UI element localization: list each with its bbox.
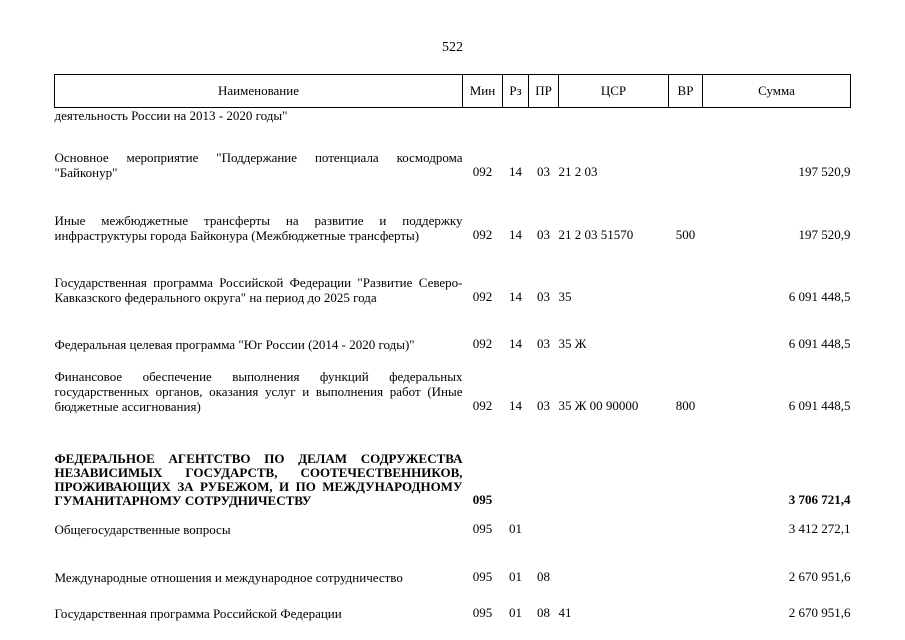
row-sum: 2 670 951,6 <box>788 604 851 620</box>
row-sum: 197 520,9 <box>798 226 851 242</box>
row-vr <box>669 414 703 508</box>
row-csr: 35 <box>558 288 572 304</box>
table-row <box>55 414 851 508</box>
table-row <box>55 243 851 305</box>
row-csr <box>559 508 669 537</box>
row-pr: 03 <box>537 163 550 179</box>
row-rz: 14 <box>509 226 522 242</box>
header-pr: ПР <box>529 75 559 108</box>
row-pr <box>529 108 559 128</box>
table-row <box>55 352 851 414</box>
row-rz: 01 <box>509 604 522 620</box>
row-sum: 197 520,9 <box>798 163 851 179</box>
row-min: 095 <box>472 491 493 507</box>
row-sum <box>703 108 851 128</box>
row-min <box>463 108 503 128</box>
row-rz: 14 <box>509 163 522 179</box>
row-name: Финансовое обеспечение выполнения функций федеральных государственных органов, оказания услуг и выполнения работ (Иные бюджетные ассигнования) <box>54 368 463 414</box>
row-vr <box>669 508 703 537</box>
row-vr <box>669 585 703 621</box>
row-vr <box>669 305 703 352</box>
header-min: Мин <box>463 75 503 108</box>
row-min: 095 <box>472 604 493 620</box>
header-csr: ЦСР <box>559 75 669 108</box>
table-row <box>55 585 851 621</box>
row-vr <box>669 108 703 128</box>
row-pr: 08 <box>537 568 550 584</box>
row-sum: 3 412 272,1 <box>788 520 851 536</box>
row-name: Международные отношения и международное сотрудничество <box>54 569 403 585</box>
row-pr: 03 <box>537 226 550 242</box>
row-pr <box>529 508 559 537</box>
row-csr: 21 2 03 <box>558 163 598 179</box>
row-csr: 35 Ж 00 90000 <box>558 397 639 413</box>
header-vr: ВР <box>669 75 703 108</box>
table-row <box>55 508 851 537</box>
row-name: Федеральная целевая программа "Юг России (2014 - 2020 годы)" <box>54 336 415 352</box>
table-row <box>55 128 851 180</box>
row-name: ФЕДЕРАЛЬНОЕ АГЕНТСТВО ПО ДЕЛАМ СОДРУЖЕСТВА НЕЗАВИСИМЫХ ГОСУДАРСТВ, СООТЕЧЕСТВЕННИКОВ, ПРОЖИВАЮЩИХ ЗА РУБЕЖОМ, И ПО МЕЖДУНАРОДНОМУ ГУМАНИТАРНОМУ СОТРУДНИЧЕСТВУ <box>54 450 463 508</box>
row-sum: 2 670 951,6 <box>788 568 851 584</box>
row-vr <box>669 128 703 180</box>
row-csr: 35 Ж <box>558 335 587 351</box>
table-row <box>55 305 851 352</box>
row-csr: 21 2 03 51570 <box>558 226 634 242</box>
row-rz: 14 <box>509 397 522 413</box>
row-name: Государственная программа Российской Федерации <box>54 605 342 621</box>
row-rz: 01 <box>509 520 522 536</box>
row-min: 092 <box>472 397 493 413</box>
row-min: 092 <box>472 335 493 351</box>
row-min: 092 <box>472 163 493 179</box>
row-min: 095 <box>472 520 493 536</box>
row-rz: 14 <box>509 288 522 304</box>
table-row <box>55 537 851 585</box>
row-csr <box>559 108 669 128</box>
row-pr: 03 <box>537 288 550 304</box>
row-sum: 3 706 721,4 <box>788 491 851 507</box>
row-rz <box>503 108 529 128</box>
row-vr <box>669 243 703 305</box>
row-rz: 14 <box>509 335 522 351</box>
header-rz: Рз <box>503 75 529 108</box>
row-name: Основное мероприятие "Поддержание потенциала космодрома "Байконур" <box>54 149 463 180</box>
row-pr: 03 <box>537 335 550 351</box>
row-pr: 08 <box>537 604 550 620</box>
row-rz <box>503 414 529 508</box>
row-pr: 03 <box>537 397 550 413</box>
page-number: 522 <box>442 40 463 55</box>
row-sum: 6 091 448,5 <box>788 397 851 413</box>
header-sum: Сумма <box>703 75 851 108</box>
row-name: деятельность России на 2013 - 2020 годы" <box>54 108 288 123</box>
row-name: Государственная программа Российской Федерации "Развитие Северо-Кавказского федерального округа" на период до 2025 года <box>54 274 463 305</box>
row-vr: 500 <box>675 226 696 242</box>
row-name: Иные межбюджетные трансферты на развитие и поддержку инфраструктуры города Байконура (Межбюджетные трансферты) <box>54 212 463 243</box>
header-name: Наименование <box>55 75 463 108</box>
row-csr <box>559 414 669 508</box>
row-sum: 6 091 448,5 <box>788 288 851 304</box>
table-row <box>55 180 851 243</box>
row-sum: 6 091 448,5 <box>788 335 851 351</box>
row-csr <box>559 537 669 585</box>
row-pr <box>529 414 559 508</box>
table-row <box>55 108 851 128</box>
row-name: Общегосударственные вопросы <box>54 521 231 537</box>
row-min: 092 <box>472 288 493 304</box>
row-min: 095 <box>472 568 493 584</box>
row-rz: 01 <box>509 568 522 584</box>
row-min: 092 <box>472 226 493 242</box>
row-csr: 41 <box>558 604 572 620</box>
table-header-row <box>55 75 851 108</box>
row-vr <box>669 537 703 585</box>
budget-table <box>54 74 851 621</box>
row-vr: 800 <box>675 397 696 413</box>
